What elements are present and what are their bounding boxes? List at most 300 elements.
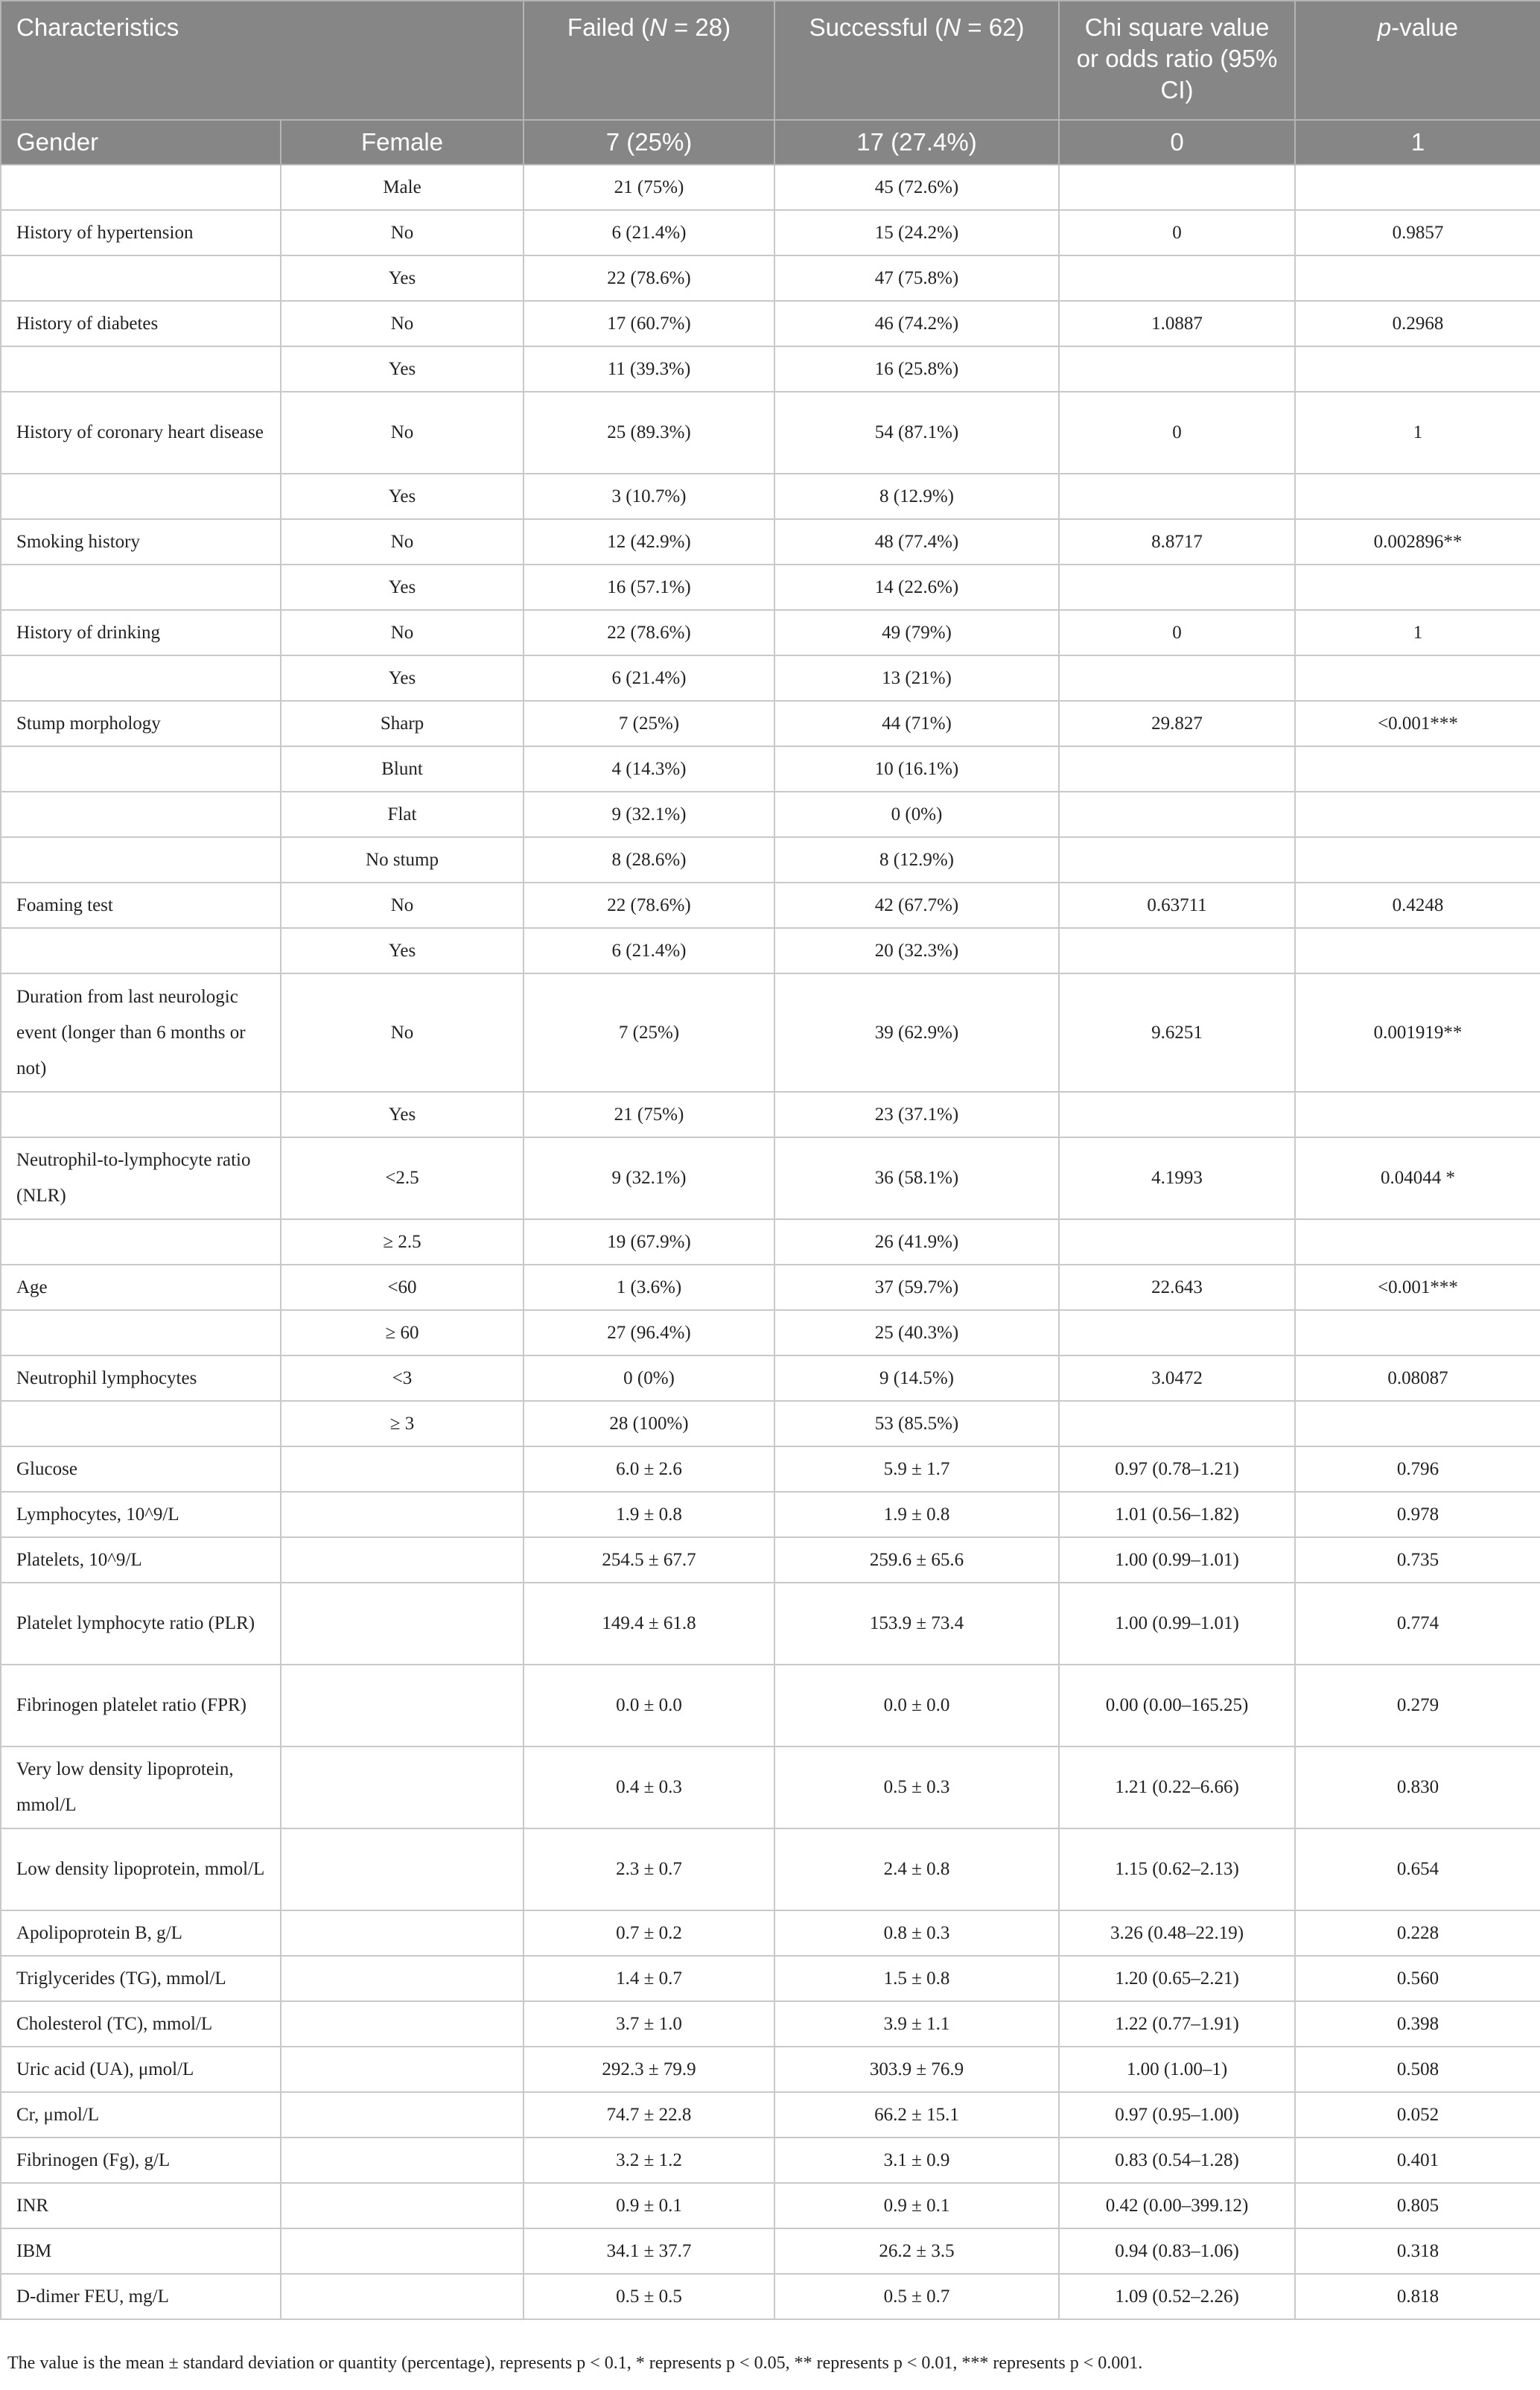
cell-characteristic: Fibrinogen platelet ratio (FPR) [1, 1665, 281, 1747]
header-successful-pre: Successful ( [809, 13, 944, 41]
cell-stat [1059, 1092, 1295, 1137]
cell-characteristic: Foaming test [1, 883, 281, 928]
table-row [1, 392, 1540, 474]
cell-category: No [281, 883, 524, 928]
cell-characteristic: History of diabetes [1, 301, 281, 346]
cell-successful: 0.5 ± 0.7 [774, 2274, 1059, 2319]
table-row [1, 165, 1540, 210]
cell-failed: 16 (57.1%) [524, 565, 774, 610]
cell-failed: 21 (75%) [524, 1092, 774, 1137]
cell-stat: 1.00 (1.00–1) [1059, 2047, 1295, 2092]
cell-characteristic: Glucose [1, 1446, 281, 1492]
cell-failed: 9 (32.1%) [524, 792, 774, 837]
table-row [1, 792, 1540, 837]
cell-stat [1059, 1310, 1295, 1356]
cell-category [281, 1583, 524, 1665]
cell-stat: 1.20 (0.65–2.21) [1059, 1956, 1295, 2001]
cell-characteristic [1, 837, 281, 883]
cell-characteristic [1, 255, 281, 301]
table-row [1, 973, 1540, 1092]
cell-characteristic: Low density lipoprotein, mmol/L [1, 1828, 281, 1910]
cell-p-value [1295, 928, 1540, 973]
cell-p-value: 0.002896** [1295, 519, 1540, 565]
cell-characteristic [1, 474, 281, 519]
cell-failed: 22 (78.6%) [524, 610, 774, 655]
table-row [1, 210, 1540, 255]
cell-category: Male [281, 165, 524, 210]
cell-successful: 3.1 ± 0.9 [774, 2138, 1059, 2183]
table-row [1, 1446, 1540, 1492]
cell-category: Blunt [281, 746, 524, 792]
cell-successful: 66.2 ± 15.1 [774, 2092, 1059, 2138]
cell-p-value [1295, 255, 1540, 301]
cell-failed: 0.0 ± 0.0 [524, 1665, 774, 1747]
cell-successful: 39 (62.9%) [774, 973, 1059, 1092]
cell-stat [1059, 346, 1295, 392]
cell-category: <60 [281, 1265, 524, 1310]
table-row [1, 1401, 1540, 1446]
table-row [1, 883, 1540, 928]
cell-stat [1059, 1219, 1295, 1265]
cell-failed: 7 (25%) [524, 120, 774, 165]
table-header-row [1, 1, 1540, 120]
cell-category: No [281, 301, 524, 346]
table-row [1, 1310, 1540, 1356]
cell-successful: 16 (25.8%) [774, 346, 1059, 392]
cell-failed: 27 (96.4%) [524, 1310, 774, 1356]
cell-stat: 0 [1059, 392, 1295, 474]
cell-successful: 14 (22.6%) [774, 565, 1059, 610]
cell-p-value [1295, 1092, 1540, 1137]
cell-p-value [1295, 1401, 1540, 1446]
cell-p-value: 0.04044 * [1295, 1137, 1540, 1219]
table-row [1, 346, 1540, 392]
cell-successful: 5.9 ± 1.7 [774, 1446, 1059, 1492]
cell-category: No [281, 973, 524, 1092]
cell-category [281, 2138, 524, 2183]
cell-characteristic [1, 1310, 281, 1356]
cell-successful: 47 (75.8%) [774, 255, 1059, 301]
cell-successful: 26 (41.9%) [774, 1219, 1059, 1265]
cell-stat: 9.6251 [1059, 973, 1295, 1092]
cell-characteristic: Uric acid (UA), μmol/L [1, 2047, 281, 2092]
cell-stat [1059, 565, 1295, 610]
cell-characteristic: Lymphocytes, 10^9/L [1, 1492, 281, 1537]
table-row [1, 1356, 1540, 1401]
cell-characteristic [1, 1401, 281, 1446]
cell-characteristic: Age [1, 1265, 281, 1310]
cell-p-value: 0.279 [1295, 1665, 1540, 1747]
cell-p-value [1295, 792, 1540, 837]
cell-characteristic: History of hypertension [1, 210, 281, 255]
cell-category: Sharp [281, 701, 524, 746]
cell-characteristic [1, 655, 281, 701]
cell-p-value [1295, 655, 1540, 701]
table-row [1, 1583, 1540, 1665]
cell-characteristic: D-dimer FEU, mg/L [1, 2274, 281, 2319]
table-row [1, 2047, 1540, 2092]
cell-category: ≥ 60 [281, 1310, 524, 1356]
cell-successful: 13 (21%) [774, 655, 1059, 701]
cell-failed: 1.4 ± 0.7 [524, 1956, 774, 2001]
cell-characteristic [1, 928, 281, 973]
cell-category: <3 [281, 1356, 524, 1401]
header-chi-square [1059, 1, 1295, 120]
header-p-italic: p [1377, 13, 1392, 41]
cell-p-value: 0.398 [1295, 2001, 1540, 2047]
cell-failed: 28 (100%) [524, 1401, 774, 1446]
table-row [1, 1092, 1540, 1137]
cell-p-value: 0.735 [1295, 1537, 1540, 1583]
table-footnote: The value is the mean ± standard deviation or quantity (percentage), represents p < 0.1, * represents p < 0.05, ** represents p < 0.01, *** represents p < 0.001. [7, 2354, 1143, 2373]
cell-characteristic [1, 1092, 281, 1137]
cell-characteristic: Platelet lymphocyte ratio (PLR) [1, 1583, 281, 1665]
header-failed-pre: Failed ( [567, 13, 649, 41]
cell-category [281, 1446, 524, 1492]
cell-successful: 17 (27.4%) [774, 120, 1059, 165]
cell-characteristic: INR [1, 2183, 281, 2228]
cell-failed: 8 (28.6%) [524, 837, 774, 883]
cell-category [281, 1910, 524, 1956]
cell-characteristic: History of drinking [1, 610, 281, 655]
cell-characteristic [1, 746, 281, 792]
cell-p-value: 0.818 [1295, 2274, 1540, 2319]
table-row [1, 2274, 1540, 2319]
cell-category [281, 1665, 524, 1747]
cell-category [281, 1828, 524, 1910]
table-row [1, 565, 1540, 610]
cell-successful: 53 (85.5%) [774, 1401, 1059, 1446]
table-row [1, 1665, 1540, 1747]
cell-failed: 6 (21.4%) [524, 210, 774, 255]
cell-p-value: 0.805 [1295, 2183, 1540, 2228]
cell-successful: 54 (87.1%) [774, 392, 1059, 474]
table-row [1, 701, 1540, 746]
cell-stat: 29.827 [1059, 701, 1295, 746]
cell-stat: 1.00 (0.99–1.01) [1059, 1537, 1295, 1583]
cell-stat [1059, 746, 1295, 792]
cell-successful: 153.9 ± 73.4 [774, 1583, 1059, 1665]
cell-successful: 3.9 ± 1.1 [774, 2001, 1059, 2047]
cell-characteristic: Gender [1, 120, 281, 165]
header-p-rest: -value [1391, 13, 1459, 41]
cell-failed: 19 (67.9%) [524, 1219, 774, 1265]
table-row [1, 1137, 1540, 1219]
cell-successful: 9 (14.5%) [774, 1356, 1059, 1401]
cell-p-value: 0.4248 [1295, 883, 1540, 928]
cell-failed: 0.9 ± 0.1 [524, 2183, 774, 2228]
cell-category [281, 1537, 524, 1583]
cell-stat: 0.00 (0.00–165.25) [1059, 1665, 1295, 1747]
table-row [1, 1219, 1540, 1265]
cell-category: No [281, 210, 524, 255]
cell-stat: 0.83 (0.54–1.28) [1059, 2138, 1295, 2183]
cell-failed: 1.9 ± 0.8 [524, 1492, 774, 1537]
cell-stat: 1.15 (0.62–2.13) [1059, 1828, 1295, 1910]
cell-successful: 44 (71%) [774, 701, 1059, 746]
cell-p-value [1295, 1219, 1540, 1265]
cell-p-value: 1 [1295, 392, 1540, 474]
cell-failed: 0 (0%) [524, 1356, 774, 1401]
cell-failed: 254.5 ± 67.7 [524, 1537, 774, 1583]
cell-successful: 1.9 ± 0.8 [774, 1492, 1059, 1537]
cell-characteristic [1, 1219, 281, 1265]
table-row [1, 2183, 1540, 2228]
gender-row [1, 120, 1540, 165]
table-row [1, 1910, 1540, 1956]
cell-category [281, 2092, 524, 2138]
cell-characteristic: Neutrophil lymphocytes [1, 1356, 281, 1401]
cell-characteristic [1, 346, 281, 392]
header-characteristics [1, 1, 524, 120]
cell-successful: 37 (59.7%) [774, 1265, 1059, 1310]
cell-stat: 0.42 (0.00–399.12) [1059, 2183, 1295, 2228]
cell-failed: 3.7 ± 1.0 [524, 2001, 774, 2047]
table-row [1, 2228, 1540, 2274]
header-failed [524, 1, 774, 120]
cell-stat: 0.94 (0.83–1.06) [1059, 2228, 1295, 2274]
cell-stat: 0 [1059, 610, 1295, 655]
table-row [1, 2092, 1540, 2138]
cell-characteristic: Fibrinogen (Fg), g/L [1, 2138, 281, 2183]
cell-category: Yes [281, 255, 524, 301]
table-row [1, 474, 1540, 519]
cell-stat: 1.01 (0.56–1.82) [1059, 1492, 1295, 1537]
cell-failed: 22 (78.6%) [524, 883, 774, 928]
cell-category [281, 1956, 524, 2001]
cell-failed: 2.3 ± 0.7 [524, 1828, 774, 1910]
cell-characteristic: History of coronary heart disease [1, 392, 281, 474]
cell-stat [1059, 837, 1295, 883]
cell-stat: 0 [1059, 210, 1295, 255]
table-row [1, 1537, 1540, 1583]
cell-successful: 0.8 ± 0.3 [774, 1910, 1059, 1956]
cell-category: Yes [281, 474, 524, 519]
cell-failed: 12 (42.9%) [524, 519, 774, 565]
cell-failed: 7 (25%) [524, 973, 774, 1092]
cell-successful: 10 (16.1%) [774, 746, 1059, 792]
cell-category: Yes [281, 565, 524, 610]
cell-successful: 0.9 ± 0.1 [774, 2183, 1059, 2228]
cell-p-value [1295, 746, 1540, 792]
cell-stat: 0.97 (0.95–1.00) [1059, 2092, 1295, 2138]
cell-characteristic: Platelets, 10^9/L [1, 1537, 281, 1583]
cell-successful: 42 (67.7%) [774, 883, 1059, 928]
cell-p-value: 0.508 [1295, 2047, 1540, 2092]
cell-failed: 1 (3.6%) [524, 1265, 774, 1310]
cell-failed: 149.4 ± 61.8 [524, 1583, 774, 1665]
cell-category: Female [281, 120, 524, 165]
cell-characteristic: Triglycerides (TG), mmol/L [1, 1956, 281, 2001]
cell-category: Yes [281, 346, 524, 392]
cell-characteristic: Cr, μmol/L [1, 2092, 281, 2138]
cell-failed: 7 (25%) [524, 701, 774, 746]
cell-stat [1059, 792, 1295, 837]
cell-failed: 6 (21.4%) [524, 655, 774, 701]
header-chi-label: Chi square value or odds ratio (95% CI) [1076, 13, 1278, 104]
cell-failed: 4 (14.3%) [524, 746, 774, 792]
cell-stat: 4.1993 [1059, 1137, 1295, 1219]
cell-p-value: 0.796 [1295, 1446, 1540, 1492]
cell-failed: 6 (21.4%) [524, 928, 774, 973]
cell-stat: 8.8717 [1059, 519, 1295, 565]
cell-stat [1059, 1401, 1295, 1446]
cell-p-value: 0.9857 [1295, 210, 1540, 255]
cell-successful: 26.2 ± 3.5 [774, 2228, 1059, 2274]
header-successful-post: = 62) [961, 13, 1025, 41]
cell-successful: 15 (24.2%) [774, 210, 1059, 255]
cell-characteristic [1, 565, 281, 610]
cell-successful: 23 (37.1%) [774, 1092, 1059, 1137]
cell-characteristic: Smoking history [1, 519, 281, 565]
cell-category: No [281, 610, 524, 655]
table-row [1, 1492, 1540, 1537]
cell-p-value [1295, 474, 1540, 519]
header-failed-n: N [649, 13, 667, 41]
table-row [1, 837, 1540, 883]
header-characteristics-label: Characteristics [16, 13, 179, 41]
cell-stat: 0.97 (0.78–1.21) [1059, 1446, 1295, 1492]
cell-failed: 3.2 ± 1.2 [524, 2138, 774, 2183]
cell-p-value: 0.318 [1295, 2228, 1540, 2274]
cell-successful: 0 (0%) [774, 792, 1059, 837]
cell-p-value: <0.001*** [1295, 701, 1540, 746]
cell-stat [1059, 255, 1295, 301]
cell-category: Yes [281, 1092, 524, 1137]
cell-characteristic [1, 165, 281, 210]
cell-successful: 46 (74.2%) [774, 301, 1059, 346]
cell-failed: 0.4 ± 0.3 [524, 1747, 774, 1828]
cell-p-value: 0.052 [1295, 2092, 1540, 2138]
cell-failed: 6.0 ± 2.6 [524, 1446, 774, 1492]
cell-category [281, 1747, 524, 1828]
cell-stat: 1.0887 [1059, 301, 1295, 346]
cell-p-value: 1 [1295, 120, 1540, 165]
table-row [1, 255, 1540, 301]
cell-category [281, 2274, 524, 2319]
cell-characteristic: Duration from last neurologic event (longer than 6 months or not) [1, 973, 281, 1092]
header-p-value [1295, 1, 1540, 120]
table-row [1, 655, 1540, 701]
cell-p-value: 0.001919** [1295, 973, 1540, 1092]
cell-p-value [1295, 165, 1540, 210]
cell-successful: 45 (72.6%) [774, 165, 1059, 210]
cell-successful: 48 (77.4%) [774, 519, 1059, 565]
cell-successful: 1.5 ± 0.8 [774, 1956, 1059, 2001]
cell-category: Yes [281, 655, 524, 701]
cell-characteristic: Stump morphology [1, 701, 281, 746]
table-row [1, 746, 1540, 792]
cell-failed: 11 (39.3%) [524, 346, 774, 392]
cell-failed: 34.1 ± 37.7 [524, 2228, 774, 2274]
cell-p-value [1295, 1310, 1540, 1356]
cell-successful: 8 (12.9%) [774, 474, 1059, 519]
cell-stat: 1.09 (0.52–2.26) [1059, 2274, 1295, 2319]
cell-successful: 8 (12.9%) [774, 837, 1059, 883]
cell-category [281, 2047, 524, 2092]
cell-successful: 0.0 ± 0.0 [774, 1665, 1059, 1747]
cell-successful: 2.4 ± 0.8 [774, 1828, 1059, 1910]
cell-p-value: 0.830 [1295, 1747, 1540, 1828]
table-row [1, 610, 1540, 655]
cell-failed: 74.7 ± 22.8 [524, 2092, 774, 2138]
cell-stat: 22.643 [1059, 1265, 1295, 1310]
cell-failed: 3 (10.7%) [524, 474, 774, 519]
cell-successful: 36 (58.1%) [774, 1137, 1059, 1219]
table-row [1, 519, 1540, 565]
cell-category: <2.5 [281, 1137, 524, 1219]
cell-stat [1059, 928, 1295, 973]
cell-stat [1059, 474, 1295, 519]
cell-stat [1059, 165, 1295, 210]
table-row [1, 1265, 1540, 1310]
cell-category: Yes [281, 928, 524, 973]
cell-stat: 3.26 (0.48–22.19) [1059, 1910, 1295, 1956]
cell-characteristic: IBM [1, 2228, 281, 2274]
cell-p-value: 0.08087 [1295, 1356, 1540, 1401]
cell-stat: 0 [1059, 120, 1295, 165]
cell-characteristic [1, 792, 281, 837]
cell-failed: 9 (32.1%) [524, 1137, 774, 1219]
cell-category: ≥ 2.5 [281, 1219, 524, 1265]
cell-p-value [1295, 837, 1540, 883]
cell-stat: 0.63711 [1059, 883, 1295, 928]
cell-characteristic: Neutrophil-to-lymphocyte ratio (NLR) [1, 1137, 281, 1219]
cell-category: ≥ 3 [281, 1401, 524, 1446]
cell-p-value: 0.654 [1295, 1828, 1540, 1910]
cell-characteristic: Apolipoprotein B, g/L [1, 1910, 281, 1956]
cell-p-value: <0.001*** [1295, 1265, 1540, 1310]
table-row [1, 2138, 1540, 2183]
cell-characteristic: Cholesterol (TC), mmol/L [1, 2001, 281, 2047]
cell-p-value: 0.978 [1295, 1492, 1540, 1537]
cell-failed: 21 (75%) [524, 165, 774, 210]
cell-failed: 17 (60.7%) [524, 301, 774, 346]
cell-failed: 0.7 ± 0.2 [524, 1910, 774, 1956]
cell-p-value: 0.774 [1295, 1583, 1540, 1665]
cell-successful: 259.6 ± 65.6 [774, 1537, 1059, 1583]
cell-p-value: 0.2968 [1295, 301, 1540, 346]
cell-successful: 303.9 ± 76.9 [774, 2047, 1059, 2092]
header-successful [774, 1, 1059, 120]
table-row [1, 1956, 1540, 2001]
cell-failed: 292.3 ± 79.9 [524, 2047, 774, 2092]
cell-stat: 1.21 (0.22–6.66) [1059, 1747, 1295, 1828]
cell-failed: 22 (78.6%) [524, 255, 774, 301]
cell-category [281, 2228, 524, 2274]
cell-category: No stump [281, 837, 524, 883]
cell-category [281, 2001, 524, 2047]
cell-stat [1059, 655, 1295, 701]
cell-p-value [1295, 346, 1540, 392]
cell-successful: 49 (79%) [774, 610, 1059, 655]
cell-characteristic: Very low density lipoprotein, mmol/L [1, 1747, 281, 1828]
cell-stat: 1.00 (0.99–1.01) [1059, 1583, 1295, 1665]
cell-category [281, 1492, 524, 1537]
table-row [1, 928, 1540, 973]
header-successful-n: N [943, 13, 961, 41]
cell-p-value: 0.228 [1295, 1910, 1540, 1956]
header-failed-post: = 28) [666, 13, 731, 41]
cell-category: No [281, 519, 524, 565]
cell-successful: 0.5 ± 0.3 [774, 1747, 1059, 1828]
cell-stat: 3.0472 [1059, 1356, 1295, 1401]
cell-p-value: 0.560 [1295, 1956, 1540, 2001]
cell-stat: 1.22 (0.77–1.91) [1059, 2001, 1295, 2047]
table-row [1, 2001, 1540, 2047]
cell-failed: 0.5 ± 0.5 [524, 2274, 774, 2319]
cell-p-value: 0.401 [1295, 2138, 1540, 2183]
